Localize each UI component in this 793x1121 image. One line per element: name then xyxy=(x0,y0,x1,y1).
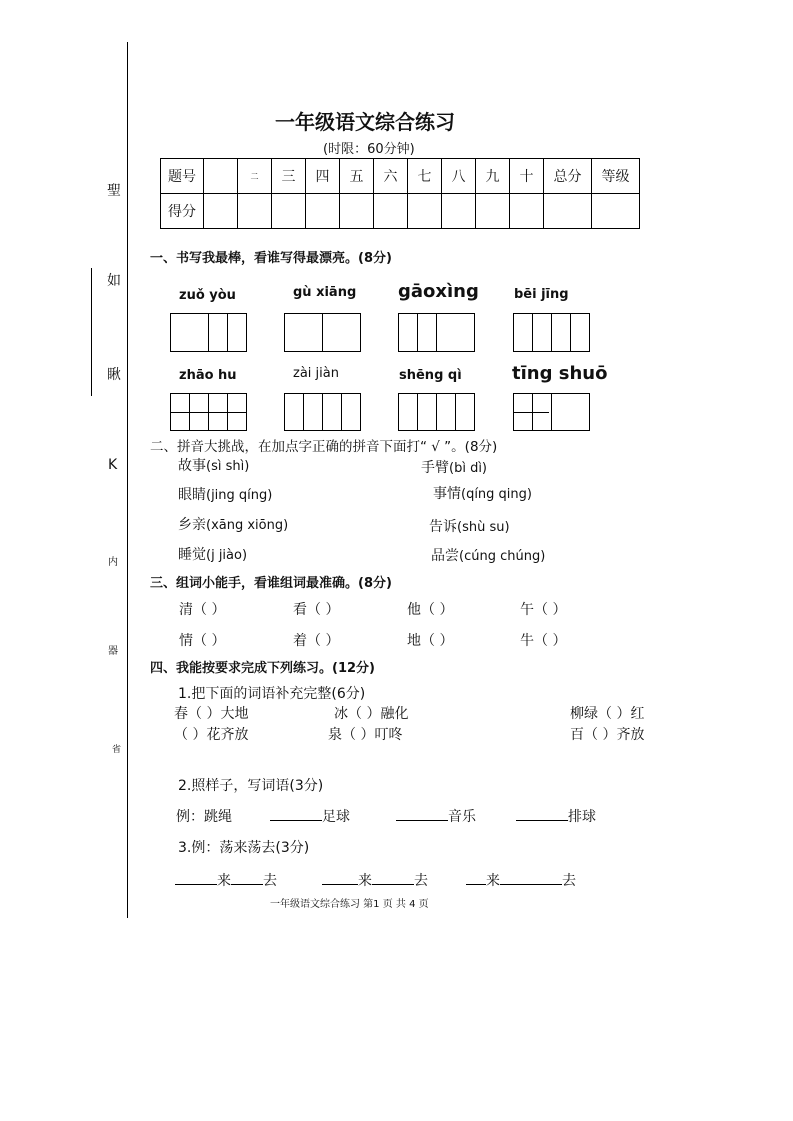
q3-item[interactable] xyxy=(322,870,428,890)
q2-word: 排球 xyxy=(568,809,596,825)
item-word: 品尝 xyxy=(431,548,459,564)
score-row-label: 得分 xyxy=(161,194,204,229)
q3-lai: 来 xyxy=(358,873,372,889)
page-title: 一年级语文综合练习 xyxy=(275,110,455,134)
writing-grid[interactable] xyxy=(398,313,475,352)
item-options[interactable]: (bì dì) xyxy=(449,461,488,476)
score-header-cell: 七 xyxy=(408,159,442,194)
writing-grid[interactable] xyxy=(284,313,361,352)
pinyin-item xyxy=(421,457,487,477)
side-label: 内 xyxy=(108,557,118,568)
pinyin-label: gāoxìng xyxy=(398,281,479,302)
pinyin-label: bēi jīng xyxy=(514,287,569,302)
item-word: 睡觉 xyxy=(178,547,206,563)
score-input-cell[interactable] xyxy=(272,194,306,229)
section-3-heading: 三、组词小能手，看谁组词最准确。(8分) xyxy=(150,576,392,591)
q3-title: 3.例：荡来荡去(3分) xyxy=(178,840,310,856)
item-word: 手臂 xyxy=(421,460,449,476)
item-options[interactable]: (sì shì) xyxy=(206,459,250,474)
writing-grid[interactable] xyxy=(398,393,475,431)
section-2-heading: 二、拼音大挑战，在加点字正确的拼音下面打“ √ ”。(8分) xyxy=(150,439,498,455)
fill-item[interactable]: 泉（ ）叮咚 xyxy=(328,727,403,743)
score-input-cell[interactable] xyxy=(204,194,238,229)
fill-item[interactable]: 百（ ）齐放 xyxy=(570,727,645,743)
score-input-cell[interactable] xyxy=(510,194,544,229)
side-label: 省 xyxy=(112,745,122,755)
pinyin-label: tīng shuō xyxy=(512,363,608,384)
fill-item[interactable]: （ ）花齐放 xyxy=(174,727,249,743)
score-input-cell[interactable] xyxy=(476,194,510,229)
pinyin-label: shēng qì xyxy=(399,368,462,383)
item-options[interactable]: (qíng qing) xyxy=(461,487,532,502)
writing-grid[interactable] xyxy=(513,313,590,352)
score-header-cell: 九 xyxy=(476,159,510,194)
score-table xyxy=(160,158,640,229)
pinyin-item xyxy=(178,514,288,534)
side-label: 聖 xyxy=(107,183,121,199)
item-word: 故事 xyxy=(178,458,206,474)
side-label: 如 xyxy=(107,273,121,289)
pinyin-label: zuǒ yòu xyxy=(179,288,236,303)
item-word: 乡亲 xyxy=(178,517,206,533)
score-header-cell xyxy=(204,159,238,194)
item-options[interactable]: (j jiào) xyxy=(206,548,248,563)
pinyin-item xyxy=(178,455,249,475)
q2-example: 例：跳绳 xyxy=(176,809,232,825)
item-options[interactable]: (shù su) xyxy=(457,520,510,535)
writing-grid[interactable] xyxy=(284,393,361,431)
binding-mark xyxy=(91,268,92,396)
answer-blank[interactable] xyxy=(322,884,358,885)
writing-grid[interactable] xyxy=(513,393,590,431)
pinyin-item xyxy=(178,544,247,564)
answer-blank[interactable] xyxy=(500,884,562,885)
writing-grid[interactable] xyxy=(170,313,247,352)
q2-word: 音乐 xyxy=(448,809,476,825)
score-input-cell[interactable] xyxy=(374,194,408,229)
q2-item[interactable] xyxy=(516,806,596,826)
score-input-cell[interactable] xyxy=(408,194,442,229)
word-group-item[interactable]: 午（ ） xyxy=(520,602,567,618)
fill-item[interactable]: 柳绿（ ）红 xyxy=(570,706,645,722)
fill-item[interactable]: 春（ ）大地 xyxy=(174,706,249,722)
word-group-item[interactable]: 看（ ） xyxy=(293,602,340,618)
pinyin-label: zhāo hu xyxy=(179,368,237,383)
word-group-item[interactable]: 地（ ） xyxy=(407,633,454,649)
q2-item[interactable] xyxy=(270,806,350,826)
score-header-cell: 题号 xyxy=(161,159,204,194)
q3-item[interactable] xyxy=(466,870,576,890)
word-group-item[interactable]: 清（ ） xyxy=(179,602,226,618)
answer-blank[interactable] xyxy=(270,820,322,821)
score-input-cell[interactable] xyxy=(340,194,374,229)
score-input-cell[interactable] xyxy=(544,194,592,229)
score-header-cell: 等级 xyxy=(592,159,640,194)
pinyin-label: zài jiàn xyxy=(293,366,339,381)
writing-grid[interactable] xyxy=(170,393,247,431)
q3-lai: 来 xyxy=(486,873,500,889)
answer-blank[interactable] xyxy=(466,884,486,885)
q1-title: 1.把下面的词语补充完整(6分) xyxy=(178,686,366,702)
binding-line xyxy=(127,42,128,918)
item-options[interactable]: (jing qíng) xyxy=(206,488,273,503)
q2-title: 2.照样子，写词语(3分) xyxy=(178,778,324,794)
side-label: 器 xyxy=(108,646,118,657)
score-input-cell[interactable] xyxy=(306,194,340,229)
score-header-cell: 总分 xyxy=(544,159,592,194)
score-input-cell[interactable] xyxy=(442,194,476,229)
answer-blank[interactable] xyxy=(372,884,414,885)
q3-qu: 去 xyxy=(414,873,428,889)
score-header-cell: 二 xyxy=(238,159,272,194)
item-options[interactable]: (cúng chúng) xyxy=(459,549,546,564)
answer-blank[interactable] xyxy=(231,884,263,885)
q3-qu: 去 xyxy=(263,873,277,889)
section-1-heading: 一、书写我最棒，看谁写得最漂亮。(8分) xyxy=(150,251,392,266)
item-word: 事情 xyxy=(433,486,461,502)
score-input-cell[interactable] xyxy=(238,194,272,229)
answer-blank[interactable] xyxy=(516,820,568,821)
word-group-item[interactable]: 情（ ） xyxy=(179,633,226,649)
word-group-item[interactable]: 着（ ） xyxy=(293,633,340,649)
pinyin-item xyxy=(433,483,532,503)
side-label: 瞅 xyxy=(107,367,121,383)
fill-item[interactable]: 冰（ ）融化 xyxy=(334,706,409,722)
item-options[interactable]: (xāng xiōng) xyxy=(206,518,289,533)
item-word: 眼睛 xyxy=(178,487,206,503)
pinyin-item xyxy=(429,516,510,536)
score-header-cell: 四 xyxy=(306,159,340,194)
score-header-cell: 八 xyxy=(442,159,476,194)
side-label: K xyxy=(108,457,118,473)
score-header-cell: 十 xyxy=(510,159,544,194)
score-header-cell: 五 xyxy=(340,159,374,194)
pinyin-item xyxy=(431,545,545,565)
section-4-heading: 四、我能按要求完成下列练习。(12分) xyxy=(150,661,375,676)
pinyin-item xyxy=(178,484,272,504)
word-group-item[interactable]: 牛（ ） xyxy=(520,633,567,649)
q2-item[interactable] xyxy=(396,806,476,826)
time-limit: (时限：60分钟) xyxy=(323,142,415,157)
word-group-item[interactable]: 他（ ） xyxy=(407,602,454,618)
q2-word: 足球 xyxy=(322,809,350,825)
score-header-cell: 三 xyxy=(272,159,306,194)
score-header-cell: 六 xyxy=(374,159,408,194)
item-word: 告诉 xyxy=(429,519,457,535)
answer-blank[interactable] xyxy=(175,884,217,885)
pinyin-label: gù xiāng xyxy=(293,285,357,300)
answer-blank[interactable] xyxy=(396,820,448,821)
score-input-cell[interactable] xyxy=(592,194,640,229)
q3-item[interactable] xyxy=(175,870,277,890)
q3-lai: 来 xyxy=(217,873,231,889)
page-footer: 一年级语文综合练习 第1 页 共 4 页 xyxy=(270,899,429,910)
q3-qu: 去 xyxy=(562,873,576,889)
